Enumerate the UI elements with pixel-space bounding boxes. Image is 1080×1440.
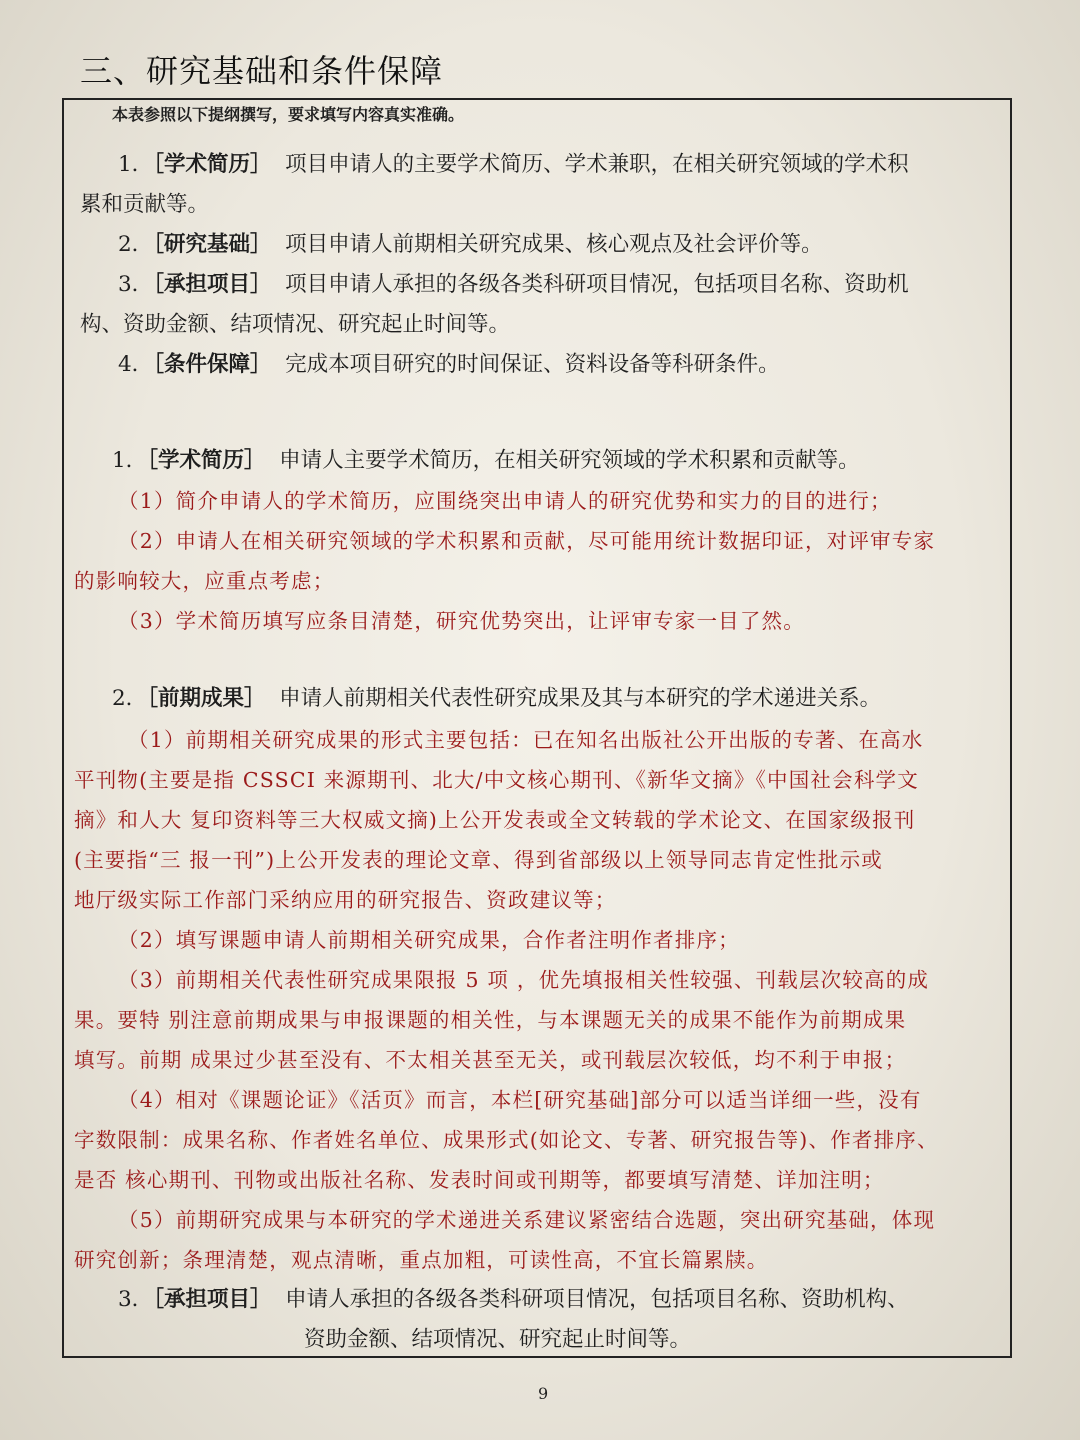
- section2-line: （3）前期相关代表性研究成果限报 5 项 ，优先填报相关性较强、刊载层次较高的成: [118, 968, 930, 992]
- section-num: 2．: [112, 686, 148, 711]
- section2-line: （2）填写课题申请人前期相关研究成果，合作者注明作者排序；: [118, 928, 740, 952]
- outline-item-1: [118, 150, 909, 180]
- section1-line: （1）简介申请人的学术简历，应围绕突出申请人的研究优势和实力的目的进行；: [118, 489, 892, 513]
- outline-tag: ［学术简历］: [153, 152, 272, 177]
- section2-line: 平刊物(主要是指 CSSCI 来源期刊、北大/中文核心期刊、《新华文摘》《中国社会科学文: [74, 768, 919, 792]
- section2-line: 字数限制：成果名称、作者姓名单位、成果形式(如论文、专著、研究报告等)、作者排序、: [74, 1128, 939, 1152]
- section-text: 申请人承担的各级各类科研项目情况，包括项目名称、资助机构、: [285, 1287, 909, 1312]
- section-num: 1．: [112, 448, 148, 473]
- section2-line: 地厅级实际工作部门采纳应用的研究报告、资政建议等；: [74, 888, 617, 912]
- section-tag: ［学术简历］: [147, 448, 266, 473]
- section2-line: 是否 核心期刊、刊物或出版社名称、发表时间或刊期等，都要填写清楚、详加注明；: [74, 1168, 885, 1192]
- outline-tag: ［承担项目］: [153, 272, 272, 297]
- outline-num: 4．: [118, 352, 154, 377]
- outline-item-3-cont: 构、资助金额、结项情况、研究起止时间等。: [80, 312, 511, 337]
- outline-tag: ［研究基础］: [153, 232, 272, 257]
- instruction-note: 本表参照以下提纲撰写，要求填写内容真实准确。: [112, 105, 465, 124]
- outline-num: 1．: [118, 152, 154, 177]
- section-text: 申请人前期相关代表性研究成果及其与本研究的学术递进关系。: [279, 686, 882, 711]
- section3-heading: [118, 1285, 909, 1315]
- section-text: 申请人主要学术简历，在相关研究领域的学术积累和贡献等。: [279, 448, 860, 473]
- page-title: 三、研究基础和条件保障: [80, 52, 444, 90]
- section1-line: 的影响较大，应重点考虑；: [74, 569, 335, 593]
- outline-num: 3．: [118, 272, 154, 297]
- outline-text: 项目申请人承担的各级各类科研项目情况，包括项目名称、资助机: [285, 272, 909, 297]
- section-num: 3．: [118, 1287, 154, 1312]
- page-number: 9: [538, 1384, 549, 1403]
- section2-heading: [112, 684, 881, 714]
- section1-heading: [112, 446, 860, 476]
- outline-item-2: [118, 230, 823, 260]
- section2-line: (主要指“三 报一刊”)上公开发表的理论文章、得到省部级以上领导同志肯定性批示或: [74, 848, 883, 872]
- outline-item-1-cont: 累和贡献等。: [80, 192, 210, 217]
- outline-text: 项目申请人的主要学术简历、学术兼职，在相关研究领域的学术积: [285, 152, 909, 177]
- section2-line: 摘》和人大 复印资料等三大权威文摘)上公开发表或全文转载的学术论文、在国家级报刊: [74, 808, 916, 832]
- section2-line: （1）前期相关研究成果的形式主要包括：已在知名出版社公开出版的专著、在高水: [128, 728, 924, 752]
- section2-line: （5）前期研究成果与本研究的学术递进关系建议紧密结合选题，突出研究基础，体现: [118, 1208, 936, 1232]
- section1-line: （2）申请人在相关研究领域的学术积累和贡献，尽可能用统计数据印证，对评审专家: [118, 529, 936, 553]
- outline-item-3: [118, 270, 909, 300]
- section2-line: 研究创新；条理清楚，观点清晰，重点加粗，可读性高，不宜长篇累牍。: [74, 1248, 769, 1272]
- outline-num: 2．: [118, 232, 154, 257]
- section3-cont: 资助金额、结项情况、研究起止时间等。: [304, 1327, 692, 1352]
- section-tag: ［承担项目］: [153, 1287, 272, 1312]
- outline-item-4: [118, 350, 780, 380]
- section2-line: 填写。前期 成果过少甚至没有、不太相关甚至无关，或刊载层次较低，均不利于申报；: [74, 1048, 907, 1072]
- section2-line: （4）相对《课题论证》《活页》而言，本栏[研究基础]部分可以适当详细一些，没有: [118, 1088, 922, 1112]
- section2-line: 果。要特 别注意前期成果与申报课题的相关性，与本课题无关的成果不能作为前期成果: [74, 1008, 907, 1032]
- outline-tag: ［条件保障］: [153, 352, 272, 377]
- section1-line: （3）学术简历填写应条目清楚，研究优势突出，让评审专家一目了然。: [118, 609, 805, 633]
- outline-text: 完成本项目研究的时间保证、资料设备等科研条件。: [285, 352, 780, 377]
- section-tag: ［前期成果］: [147, 686, 266, 711]
- outline-text: 项目申请人前期相关研究成果、核心观点及社会评价等。: [285, 232, 823, 257]
